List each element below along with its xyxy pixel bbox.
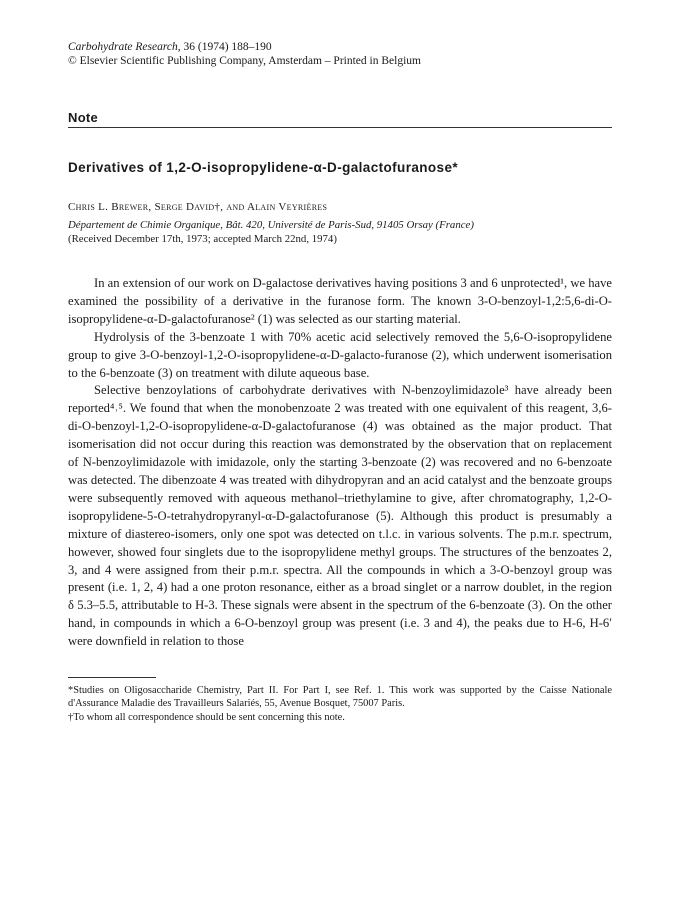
article-body	[68, 275, 612, 651]
authors: Chris L. Brewer, Serge David†, and Alain Veyrières	[68, 201, 328, 213]
paper-page	[68, 40, 612, 725]
body-paragraph: In an extension of our work on D-galactose derivatives having positions 3 and 6 unprotected¹, we have examined the possibility of a derivative in the furanose form. The known 3-O-benzoyl-1,2:5,6-di-O-isopropylidene-α-D-galactofuranose² (1) was selected as our starting material.	[68, 276, 612, 326]
affiliation: Département de Chimie Organique, Bât. 420, Université de Paris-Sud, 91405 Orsay (France)	[68, 219, 474, 231]
body-paragraph: Hydrolysis of the 3-benzoate 1 with 70% acetic acid selectively removed the 5,6-O-isopropylidene group to give 3-O-benzoyl-1,2-O-isopropylidene-α-D-galacto-furanose (2), which underwent isomerisation to the 6-benzoate (3) on treatment with dilute aqueous base.	[68, 329, 612, 380]
body-paragraph: Selective benzoylations of carbohydrate derivatives with N-benzoylimidazole³ have already been reported⁴˒⁵. We found that when the monobenzoate 2 was treated with one equivalent of this reagent, 3,6-di-O-benzoyl-1,2-O-isopropylidene-α-D-galactofuranose (4) was obtained as the major product. That isomerisation did not occur during this reaction was demonstrated by the observation that on replacement of N-benzoylimidazole with imidazole, only the starting 3-benzoate (2) was recovered and no 6-benzoate was detected. The dibenzoate 4 was treated with dihydropyran and an acid catalyst and the benzoate groups were subsequently removed with aqueous methanol–triethylamine to give, after chromatography, 1,2-O-isopropylidene-5-O-tetrahydropyranyl-α-D-galactofuranose (5). Although this product is presumably a mixture of diastereo-isomers, only one spot was detected on t.l.c. in various solvents. The p.m.r. spectrum, however, showed four singlets due to the isopropylidene methyl groups. The structures of the benzoates 2, 3, and 4 were assigned from their p.m.r. spectra. All the compounds in which a 3-O-benzoyl group was present (i.e. 1, 2, 4) had a one proton resonance, either as a broad singlet or a narrow doublet, in the region δ 5.3–5.5, attributable to H-3. These signals were absent in the spectrum of the 6-benzoate (3). On the other hand, in compounds in which a 6-O-benzoyl group was present (i.e. 3 and 4), the peaks due to H-6, H-6′ were downfield in relation to those	[68, 383, 612, 649]
journal-citation	[68, 40, 612, 68]
section-label: Note	[68, 110, 612, 128]
footnote: †To whom all correspondence should be sent concerning this note.	[68, 712, 345, 724]
article-title: Derivatives of 1,2-O-isopropylidene-α-D-galactofuranose*	[68, 160, 459, 175]
received-dates: (Received December 17th, 1973; accepted March 22nd, 1974)	[68, 233, 337, 245]
journal-name: Carbohydrate Research	[68, 41, 178, 53]
footnote-divider	[68, 677, 156, 678]
footnote: *Studies on Oligosaccharide Chemistry, Part II. For Part I, see Ref. 1. This work was supported by the Caisse Nationale d'Assurance Maladie des Travailleurs Salariés, 55, Avenue Bosquet, 75007 Paris.	[68, 685, 612, 710]
journal-volume-pages: , 36 (1974) 188–190	[177, 41, 272, 53]
publisher-line: © Elsevier Scientific Publishing Company, Amsterdam – Printed in Belgium	[68, 55, 421, 67]
footnotes	[68, 684, 612, 724]
